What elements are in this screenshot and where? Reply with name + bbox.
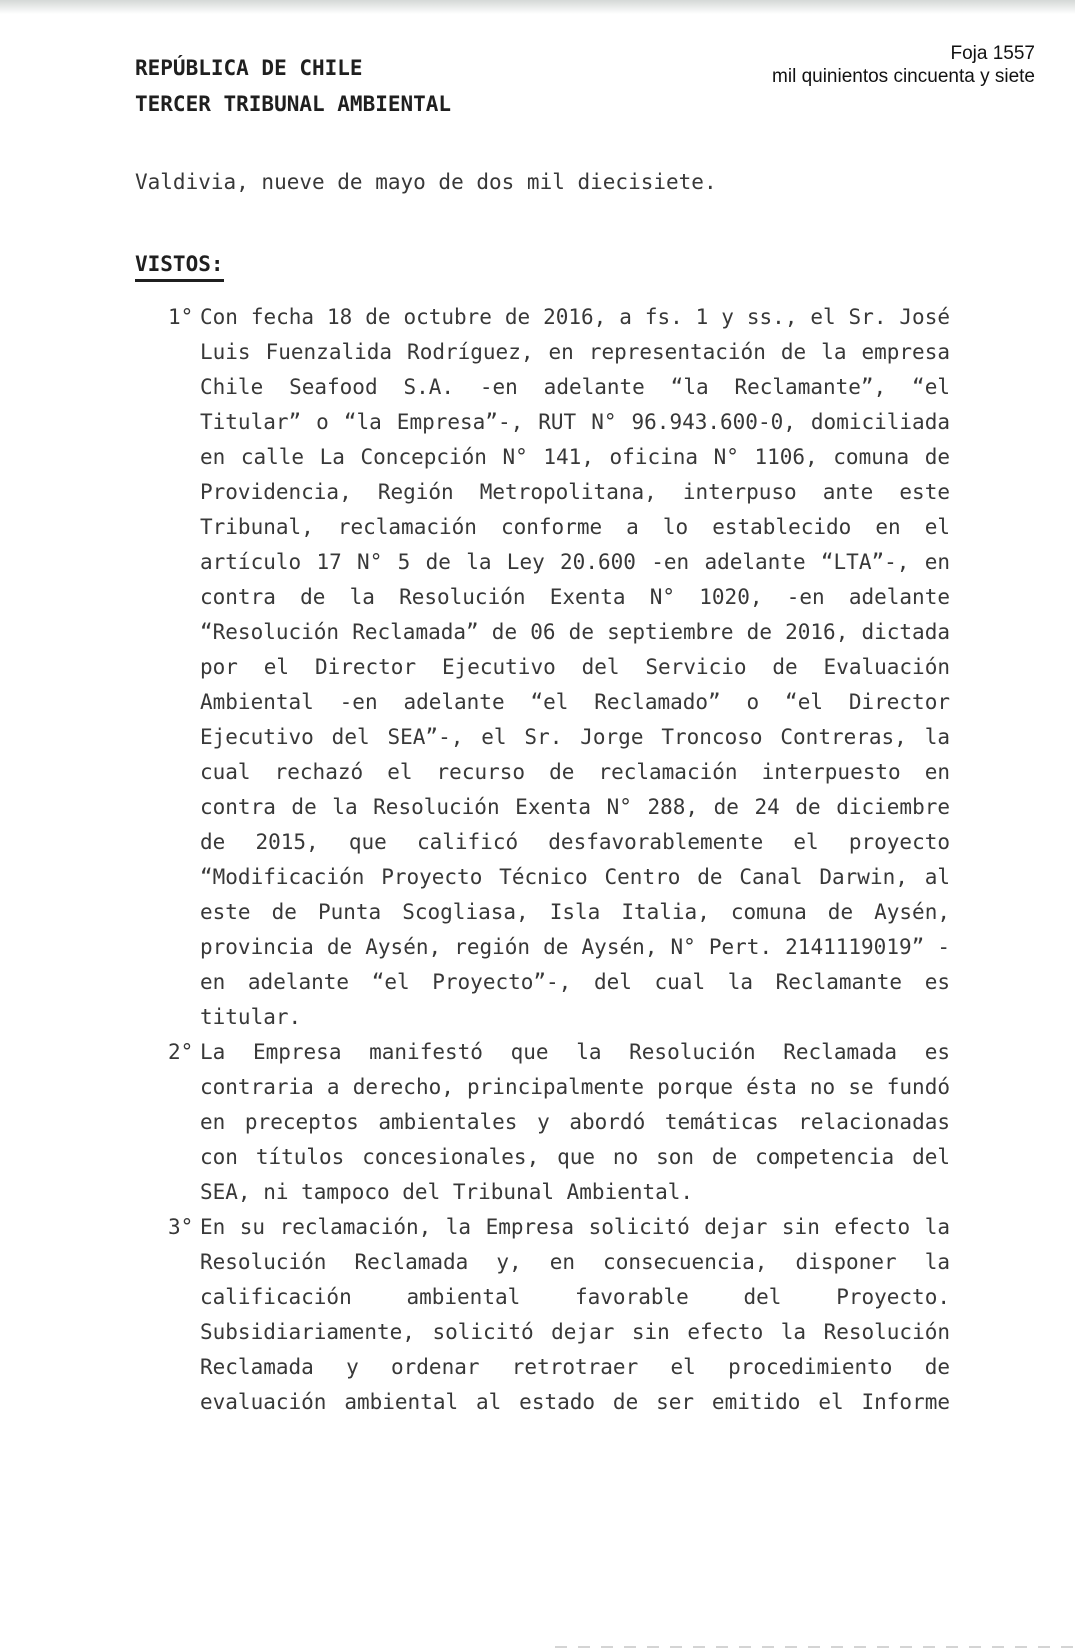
header-republic: REPÚBLICA DE CHILE — [135, 56, 363, 80]
foja-number: Foja 1557 — [950, 43, 1035, 64]
vistos-list — [135, 300, 950, 1420]
list-item-3 — [135, 1210, 950, 1420]
item-text-3: En su reclamación, la Empresa solicitó dejar sin efecto la Resolución Reclamada y, en consecuencia, disponer la calificación ambiental favorable del Proyecto. Subsidiariamente, solicitó dejar sin efecto la Resolución Reclamada y ordenar retrotraer el procedimiento de evaluación ambiental al estado de ser emitido el Informe — [200, 1215, 950, 1414]
scan-artifact-top — [0, 0, 1075, 14]
scan-artifact-bottom — [555, 1646, 1075, 1648]
dateline: Valdivia, nueve de mayo de dos mil diecisiete. — [135, 170, 717, 194]
item-number-3: 3° — [168, 1215, 194, 1239]
section-heading-vistos: VISTOS: — [135, 252, 224, 282]
item-text-2: La Empresa manifestó que la Resolución Reclamada es contraria a derecho, principalmente porque ésta no se fundó en preceptos ambientales y abordó temáticas relacionadas con títulos concesionales, que no son de competencia del SEA, ni tampoco del Tribunal Ambiental. — [200, 1040, 950, 1204]
item-number-1: 1° — [168, 305, 194, 329]
court-header — [135, 50, 451, 122]
foja-stamp — [772, 42, 1035, 88]
item-number-2: 2° — [168, 1040, 194, 1064]
header-tribunal: TERCER TRIBUNAL AMBIENTAL — [135, 92, 452, 116]
list-item-2 — [135, 1035, 950, 1210]
item-text-1: Con fecha 18 de octubre de 2016, a fs. 1 y ss., el Sr. José Luis Fuenzalida Rodríguez, en representación de la empresa Chile Seafood S.A. -en adelante “la Reclamante”, “el Titular” o “la Empresa”-, RUT N° 96.943.600-0, domiciliada en calle La Concepción N° 141, oficina N° 1106, comuna de Providencia, Región Metropolitana, interpuso ante este Tribunal, reclamación conforme a lo establecido en el artículo 17 N° 5 de la Ley 20.600 -en adelante “LTA”-, en contra de la Resolución Exenta N° 1020, -en adelante “Resolución Reclamada” de 06 de septiembre de 2016, dictada por el Director Ejecutivo del Servicio de Evaluación Ambiental -en adelante “el Reclamado” o “el Director Ejecutivo del SEA”-, el Sr. Jorge Troncoso Contreras, la cual rechazó el recurso de reclamación interpuesto en contra de la Resolución Exenta N° 288, de 24 de diciembre de 2015, que calificó desfavorablemente el proyecto “Modificación Proyecto Técnico Centro de Canal Darwin, al este de Punta Scogliasa, Isla Italia, comuna de Aysén, provincia de Aysén, región de Aysén, N° Pert. 2141119019” -en adelante “el Proyecto”-, del cual la Reclamante es titular. — [200, 305, 950, 1029]
list-item-1 — [135, 300, 950, 1035]
section-heading — [135, 252, 224, 276]
foja-words: mil quinientos cincuenta y siete — [772, 66, 1035, 87]
